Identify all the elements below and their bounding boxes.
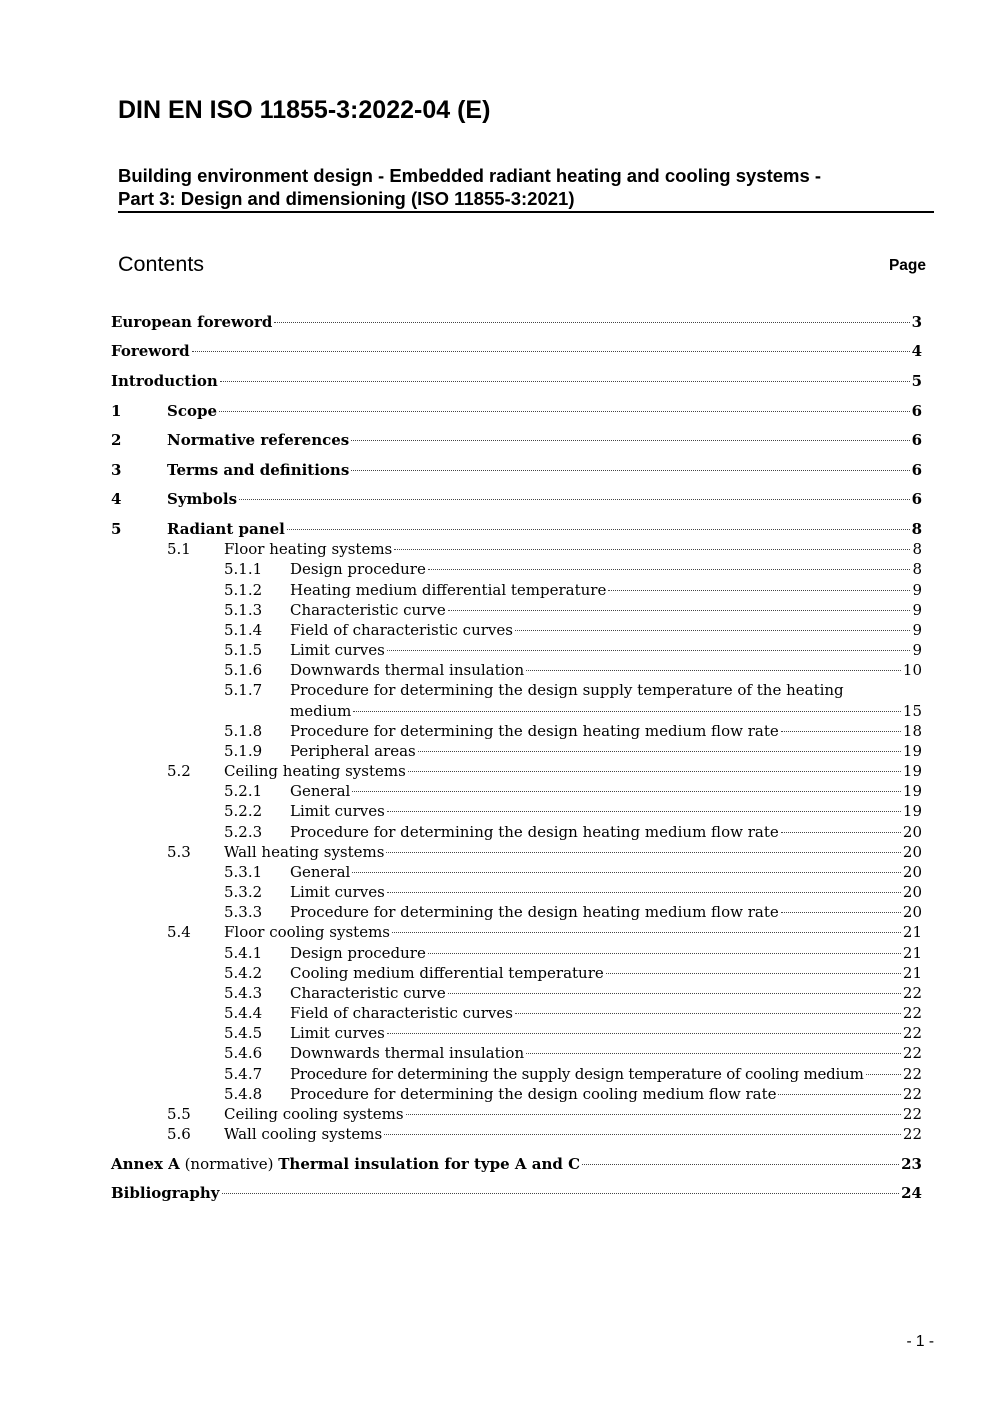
toc-entry-title: Procedure for determining the design cooling medium flow rate (290, 1085, 777, 1103)
toc-entry-page: 5 (911, 372, 922, 390)
dot-leader (394, 549, 910, 550)
document-title: DIN EN ISO 11855-3:2022-04 (E) (118, 96, 491, 124)
toc-entry-5-1-1[interactable] (290, 559, 922, 579)
toc-entry-title: Normative references (167, 431, 350, 449)
toc-number-5-4-2: 5.4.2 (224, 964, 263, 982)
toc-entry-title: Procedure for determining the design heating medium flow rate (290, 903, 779, 921)
toc-entry-page: 22 (902, 1004, 922, 1022)
annex-prefix: Annex A (111, 1155, 180, 1173)
toc-entry-wall-heating[interactable] (224, 842, 922, 862)
dot-leader (274, 322, 909, 323)
toc-number-5-2-3: 5.2.3 (224, 823, 263, 841)
toc-entry-wall-cooling[interactable] (224, 1124, 922, 1144)
dot-leader (408, 771, 901, 772)
toc-number-5-1-2: 5.1.2 (224, 581, 263, 599)
toc-entry-5-1-7-line-1[interactable]: Procedure for determining the design supply temperature of the heating (290, 681, 844, 699)
toc-entry-title: Characteristic curve (290, 601, 446, 619)
dot-leader (515, 1013, 901, 1014)
toc-number-5-1-3: 5.1.3 (224, 601, 263, 619)
toc-entry-title: Limit curves (290, 883, 385, 901)
contents-heading: Contents (118, 252, 205, 276)
toc-entry-page: 19 (902, 762, 922, 780)
toc-entry-page: 20 (902, 883, 922, 901)
toc-entry-5-4-5[interactable] (290, 1023, 922, 1043)
dot-leader (239, 499, 910, 500)
toc-entry-title: Downwards thermal insulation (290, 1044, 525, 1062)
toc-entry-page: 18 (902, 722, 922, 740)
dot-leader (351, 440, 909, 441)
dot-leader (582, 1164, 899, 1165)
dot-leader (220, 381, 910, 382)
toc-entry-bibliography[interactable] (111, 1183, 922, 1203)
toc-entry-5-1-3[interactable] (290, 600, 922, 620)
toc-entry-annex-a[interactable] (111, 1154, 922, 1174)
toc-number-5-2: 5.2 (167, 762, 191, 780)
toc-entry-page: 22 (902, 984, 922, 1002)
toc-entry-page: 6 (911, 461, 922, 479)
toc-number-5-4-4: 5.4.4 (224, 1004, 263, 1022)
toc-entry-title: Design procedure (290, 560, 426, 578)
toc-entry-radiant-panel[interactable] (167, 519, 922, 539)
toc-number-5-6: 5.6 (167, 1125, 191, 1143)
toc-number-5-1-6: 5.1.6 (224, 661, 263, 679)
toc-entry-page: 8 (912, 540, 922, 558)
toc-entry-terms-definitions[interactable] (167, 460, 922, 480)
dot-leader (608, 590, 910, 591)
toc-entry-page: 22 (902, 1105, 922, 1123)
toc-entry-title: Procedure for determining the supply design temperature of cooling medium (290, 1065, 864, 1083)
toc-entry-title: Limit curves (290, 641, 385, 659)
toc-entry-title: Design procedure (290, 944, 426, 962)
toc-entry-title: Bibliography (111, 1184, 220, 1202)
toc-entry-5-3-2[interactable] (290, 882, 922, 902)
toc-entry-page: 6 (911, 490, 922, 508)
toc-number-5-1: 5.1 (167, 540, 191, 558)
dot-leader (392, 932, 901, 933)
dot-leader (526, 670, 901, 671)
toc-entry-page: 20 (902, 843, 922, 861)
dot-leader (448, 993, 901, 994)
toc-entry-title: Radiant panel (167, 520, 285, 538)
dot-leader (219, 411, 910, 412)
toc-entry-title: Characteristic curve (290, 984, 446, 1002)
toc-entry-5-1-9[interactable] (290, 741, 922, 761)
dot-leader (192, 351, 910, 352)
toc-entry-5-4-8[interactable] (290, 1084, 922, 1104)
toc-entry-page: 22 (902, 1065, 922, 1083)
page-number-footer: - 1 - (906, 1333, 934, 1350)
toc-entry-5-1-5[interactable] (290, 640, 922, 660)
toc-entry-page: 9 (912, 641, 922, 659)
dot-leader (386, 852, 900, 853)
dot-leader (778, 1094, 900, 1095)
toc-entry-page: 10 (902, 661, 922, 679)
dot-leader (866, 1074, 901, 1075)
toc-entry-page: 6 (911, 402, 922, 420)
toc-entry-title: European foreword (111, 313, 273, 331)
toc-entry-title: Wall heating systems (224, 843, 385, 861)
toc-entry-page: 21 (902, 964, 922, 982)
toc-number-5-3: 5.3 (167, 843, 191, 861)
toc-entry-page: 8 (912, 560, 922, 578)
dot-leader (352, 791, 901, 792)
toc-number-5-4-3: 5.4.3 (224, 984, 263, 1002)
toc-entry-5-4-7[interactable] (290, 1064, 922, 1084)
toc-entry-title: Terms and definitions (167, 461, 350, 479)
toc-entry-title: Introduction (111, 372, 218, 390)
dot-leader (781, 731, 901, 732)
toc-entry-5-1-4[interactable] (290, 620, 922, 640)
toc-number-5-4: 5.4 (167, 923, 191, 941)
toc-entry-page: 19 (902, 782, 922, 800)
toc-number-5-2-2: 5.2.2 (224, 802, 263, 820)
toc-entry-5-1-8[interactable] (290, 721, 922, 741)
toc-entry-title: Symbols (167, 490, 238, 508)
toc-entry-5-3-1[interactable] (290, 862, 922, 882)
toc-entry-page: 9 (912, 581, 922, 599)
toc-entry-page: 22 (902, 1044, 922, 1062)
dot-leader (287, 529, 910, 530)
dot-leader (406, 1114, 901, 1115)
toc-number-5: 5 (111, 520, 122, 538)
toc-number-5-3-1: 5.3.1 (224, 863, 263, 881)
toc-entry-page: 22 (902, 1125, 922, 1143)
toc-entry-title (111, 1154, 580, 1174)
toc-entry-scope[interactable] (167, 401, 922, 421)
dot-leader (448, 610, 911, 611)
subtitle-line-2: Part 3: Design and dimensioning (ISO 11855-3:2021) (118, 188, 575, 209)
toc-entry-5-4-4[interactable] (290, 1003, 922, 1023)
toc-entry-page: 19 (902, 742, 922, 760)
annex-type: (normative) (179, 1155, 279, 1173)
toc-entry-page: 20 (902, 863, 922, 881)
toc-number-4: 4 (111, 490, 122, 508)
dot-leader (418, 751, 901, 752)
toc-entry-title: Ceiling cooling systems (224, 1105, 404, 1123)
toc-entry-title: Cooling medium differential temperature (290, 964, 604, 982)
toc-entry-page: 22 (902, 1024, 922, 1042)
toc-entry-title: Floor cooling systems (224, 923, 390, 941)
toc-number-5-2-1: 5.2.1 (224, 782, 263, 800)
toc-entry-title: Ceiling heating systems (224, 762, 406, 780)
dot-leader (515, 630, 910, 631)
toc-entry-page: 24 (901, 1184, 922, 1202)
toc-entry-title: Heating medium differential temperature (290, 581, 607, 599)
toc-entry-5-4-2[interactable] (290, 963, 922, 983)
toc-entry-5-4-3[interactable] (290, 983, 922, 1003)
toc-number-5-1-8: 5.1.8 (224, 722, 263, 740)
toc-entry-symbols[interactable] (167, 489, 922, 509)
toc-entry-title: Procedure for determining the design heating medium flow rate (290, 722, 779, 740)
toc-entry-page: 20 (902, 823, 922, 841)
toc-number-5-3-3: 5.3.3 (224, 903, 263, 921)
toc-entry-5-2-3[interactable] (290, 822, 922, 842)
page-column-heading: Page (888, 257, 926, 274)
toc-entry-floor-cooling[interactable] (224, 922, 922, 942)
toc-entry-ceiling-cooling[interactable] (224, 1104, 922, 1124)
toc-entry-5-2-1[interactable] (290, 781, 922, 801)
dot-leader (781, 832, 901, 833)
toc-entry-page: 9 (912, 601, 922, 619)
toc-entry-5-1-2[interactable] (290, 580, 922, 600)
toc-number-5-1-9: 5.1.9 (224, 742, 263, 760)
toc-entry-page: 15 (902, 702, 922, 720)
toc-entry-5-4-6[interactable] (290, 1043, 922, 1063)
toc-entry-title: Limit curves (290, 1024, 385, 1042)
toc-entry-page: 21 (902, 944, 922, 962)
dot-leader (384, 1134, 901, 1135)
toc-number-5-1-1: 5.1.1 (224, 560, 263, 578)
toc-entry-title: Downwards thermal insulation (290, 661, 525, 679)
toc-number-5-1-7: 5.1.7 (224, 681, 263, 699)
dot-leader (387, 892, 901, 893)
toc-number-5-1-5: 5.1.5 (224, 641, 263, 659)
toc-number-5-4-5: 5.4.5 (224, 1024, 263, 1042)
toc-entry-european-foreword[interactable] (111, 312, 922, 332)
toc-entry-page: 6 (911, 431, 922, 449)
annex-title: Thermal insulation for type A and C (278, 1155, 581, 1173)
toc-entry-page: 22 (902, 1085, 922, 1103)
toc-entry-title: Peripheral areas (290, 742, 416, 760)
dot-leader (606, 973, 901, 974)
dot-leader (428, 569, 911, 570)
toc-entry-normative-references[interactable] (167, 430, 922, 450)
toc-entry-page: 21 (902, 923, 922, 941)
toc-entry-title: Scope (167, 402, 218, 420)
toc-entry-title: General (290, 782, 351, 800)
toc-entry-ceiling-heating[interactable] (224, 761, 922, 781)
toc-number-1: 1 (111, 402, 122, 420)
toc-number-3: 3 (111, 461, 122, 479)
toc-entry-page: 23 (901, 1155, 922, 1173)
dot-leader (428, 953, 901, 954)
dot-leader (387, 811, 901, 812)
toc-entry-5-4-1[interactable] (290, 943, 922, 963)
toc-entry-page: 8 (911, 520, 922, 538)
toc-number-5-4-6: 5.4.6 (224, 1044, 263, 1062)
toc-entry-title: Limit curves (290, 802, 385, 820)
toc-number-5-4-1: 5.4.1 (224, 944, 263, 962)
dot-leader (352, 872, 901, 873)
toc-entry-title: Wall cooling systems (224, 1125, 383, 1143)
toc-entry-floor-heating[interactable] (224, 539, 922, 559)
toc-entry-5-1-6[interactable] (290, 660, 922, 680)
toc-number-5-3-2: 5.3.2 (224, 883, 263, 901)
toc-entry-title: Procedure for determining the design heating medium flow rate (290, 823, 779, 841)
toc-entry-title: Foreword (111, 342, 190, 360)
toc-entry-foreword[interactable] (111, 341, 922, 361)
toc-entry-page: 9 (912, 621, 922, 639)
toc-entry-title: Field of characteristic curves (290, 1004, 513, 1022)
toc-entry-page: 3 (911, 313, 922, 331)
toc-entry-introduction[interactable] (111, 371, 922, 391)
dot-leader (387, 650, 911, 651)
toc-entry-title: medium (290, 702, 352, 720)
toc-entry-title: General (290, 863, 351, 881)
toc-number-5-1-4: 5.1.4 (224, 621, 263, 639)
toc-entry-title: Floor heating systems (224, 540, 393, 558)
subtitle-line-1: Building environment design - Embedded radiant heating and cooling systems - (118, 165, 822, 186)
dot-leader (387, 1033, 901, 1034)
dot-leader (353, 711, 901, 712)
toc-entry-5-3-3[interactable] (290, 902, 922, 922)
toc-number-5-4-8: 5.4.8 (224, 1085, 263, 1103)
toc-entry-page: 4 (911, 342, 922, 360)
dot-leader (781, 912, 901, 913)
toc-entry-page: 19 (902, 802, 922, 820)
toc-number-5-4-7: 5.4.7 (224, 1065, 263, 1083)
toc-entry-5-1-7[interactable] (290, 701, 922, 721)
toc-number-5-5: 5.5 (167, 1105, 191, 1123)
toc-entry-title: Field of characteristic curves (290, 621, 513, 639)
toc-number-2: 2 (111, 431, 122, 449)
dot-leader (222, 1193, 900, 1194)
toc-entry-5-2-2[interactable] (290, 801, 922, 821)
dot-leader (351, 470, 909, 471)
toc-entry-page: 20 (902, 903, 922, 921)
dot-leader (526, 1053, 901, 1054)
